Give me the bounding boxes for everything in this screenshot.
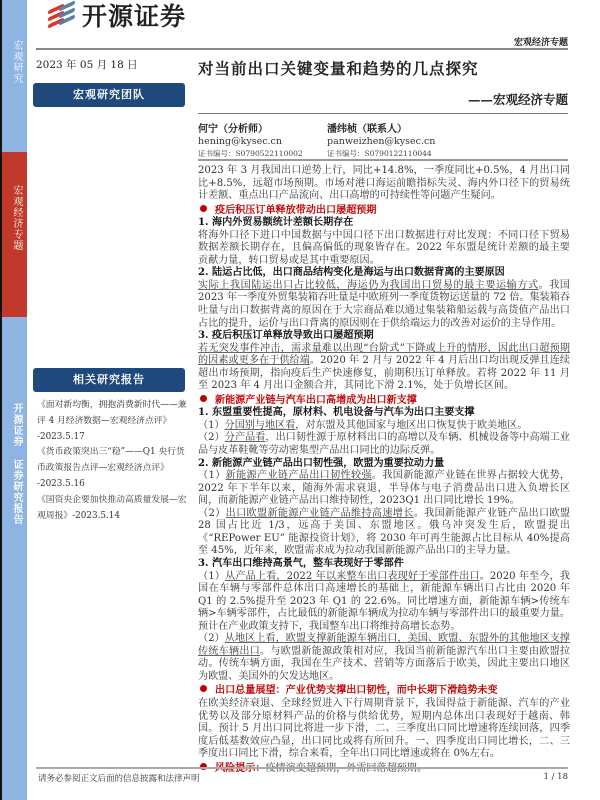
body-paragraph [198, 432, 570, 457]
body-paragraph [198, 343, 570, 393]
underlined-text: 若无突发事件冲击，需求量难以出现“台阶式”下降或上升的情形，因此出口超预期的因素或更多在于供给端 [198, 342, 570, 367]
related-report-item[interactable] [37, 493, 187, 525]
text-segment: 2023 年 3 月我国出口逆势上行，同比+14.8%，一季度同比+0.5%，4 月出口同比+8.5%，远超市场预期。市场对港口海运前瞻指标失灵、海内外口径下的贸易统计差额、重点出口产品流向、出口高增的可持续性等问题产生疑问。 [198, 165, 570, 202]
text-segment: 。我国新能源产业链在世界占据较大优势，2022 年下半年以来，随海外需求衰退，半导体与电子消费品出口进入负增长区间，而新能源产业链产品出口维持韧性，2023Q1 出口同比增长 19%。 [198, 470, 571, 507]
underlined-text: 新能源产业链产品出口韧性较强 [225, 470, 372, 482]
text-segment: 3. 疫后积压订单释放导致出口屡超预期 [198, 330, 374, 342]
text-segment: 。2020 年 2 月与 2022 年 4 月后出口均出现反弹且连续超出市场预期，指向疫后生产快速修复，前期积压订单释放。若将 2022 年 11 月至 2023 年 4 月出口金额合并，其同比下滑 2.1%，处于负增长区间。 [198, 355, 570, 392]
body-paragraph [198, 230, 570, 268]
underlined-text: 分产品看 [224, 432, 266, 444]
related-report-date: -2023.5.14 [72, 510, 120, 521]
author-cert: 证书编号：S0790522110002 [198, 149, 303, 158]
text-segment: 3. 汽车出口维持高景气，整车表现好于零部件 [198, 557, 404, 569]
footer-disclaimer: 请务必参阅正文后面的信息披露和法律声明 [38, 774, 200, 784]
body-paragraph [198, 470, 570, 508]
subsection-heading [198, 558, 570, 571]
text-segment: ，出口韧性源于原材料出口的高增以及车辆、机械设备等中高端工业品与皮革鞋靴等劳动密集型产品出口同比的边际反弹。 [198, 432, 571, 457]
text-segment: （2） [198, 633, 225, 645]
sidebar-bottom-label: 开源证券 证券研究报告 [11, 403, 22, 525]
header-tag: 宏观经济专题 [513, 38, 568, 48]
text-segment: 。2020 年至今，我国在车辆与零部件总体出口高速增长的基础上，新能源车辆出口占比由 2020 年 Q1 的 2.5%提升至 2023 年 Q1 的 22.6%。同比增速方面，新能源车辆>传统车辆>车辆零部件，占比最低的新能源车辆成为拉动车辆与零部件出口的最重要力量。预计在产业政策支持下，我国整车出口将维持高增长态势。 [198, 570, 570, 632]
related-report-date: -2023.5.16 [37, 478, 85, 489]
report-title: 对当前出口关键变量和趋势的几点探究 [198, 59, 479, 78]
related-reports-list [37, 398, 187, 524]
related-reports-heading: 相关研究报告 [33, 368, 185, 392]
text-segment: 1. 东盟重要性提高，原材料、机电设备与汽车为出口主要支撑 [198, 407, 475, 419]
bullet-dot-icon [200, 685, 207, 692]
logo-text: 开源证券 [82, 2, 187, 31]
related-report-item[interactable] [37, 445, 187, 492]
related-report-title[interactable]: 《国资央企要加快推动高质量发展—宏观周报》 [37, 494, 187, 521]
text-segment: 疫后积压订单释放带动出口屡超预期 [215, 204, 377, 216]
logo-mark-icon [48, 1, 76, 29]
section-bullet [198, 205, 570, 218]
body-paragraph [198, 280, 570, 330]
related-report-title[interactable]: 《货币政策突出三“稳”——Q1 央行货币政策报告点评—宏观经济点评》 [37, 447, 185, 474]
text-segment: 2. 新能源产业链产品出口韧性强，欧盟为重要拉动力量 [198, 457, 445, 469]
section-bullet [198, 395, 570, 408]
text-segment: 。我国新能源产业链产品出口欧盟28 国占比近 1/3，远高于美国、东盟地区。俄乌冲突发生后，欧盟提出《“REPower EU” 能源投资计划》，将 2030 年可再生能源占比目标从 40%提高至 45%，近年来，欧盟需求成为拉动我国新能源产品出口的主导力量。 [198, 507, 571, 557]
underlined-text: 出口欧盟新能源产业链产品维持高速增长 [225, 507, 414, 519]
body-paragraph [198, 571, 570, 634]
body-paragraph [198, 165, 570, 203]
underlined-text: 分国别与地区看 [224, 419, 296, 431]
bullet-dot-icon [200, 395, 207, 402]
underlined-text: 实际上我国陆运出口占比较低，海运仍为我国出口贸易的最主要运输方式 [198, 279, 539, 291]
text-segment: （1） [198, 570, 226, 582]
related-report-date: -2023.5.17 [37, 431, 85, 442]
sidebar-red-label: 宏观经济专题 [11, 185, 22, 251]
subsection-heading [198, 217, 570, 230]
title-divider [198, 113, 568, 114]
page-number: 1 / 18 [543, 772, 568, 782]
subsection-heading [198, 458, 570, 471]
text-segment: （2） [198, 432, 225, 444]
logo [48, 0, 186, 30]
author-email[interactable]: hening@kysec.cn [198, 136, 282, 147]
footer-divider [36, 767, 568, 769]
author-cert: 证书编号：S0790122110044 [327, 149, 432, 158]
sidebar-top-label: 宏观研究 [11, 40, 22, 84]
text-segment: （1） [198, 470, 226, 482]
report-subtitle: ——宏观经济专题 [467, 92, 568, 107]
body-paragraph [198, 420, 570, 433]
authors-divider [198, 159, 568, 161]
text-segment: 新能源产业链与汽车出口高增成为出口新支撑 [215, 394, 417, 406]
text-segment: 1. 海内外贸易额统计差额长期存在 [198, 217, 354, 229]
body-paragraph [198, 633, 570, 683]
text-segment: 2. 陆运占比低，出口商品结构变化是海运与出口数据背离的主要原因 [198, 267, 505, 279]
text-segment: ，对东盟及其他国家与地区出口恢复快于欧美地区。 [295, 419, 528, 431]
subsection-heading [198, 267, 570, 280]
author-name: 何宁（分析师） [198, 124, 268, 135]
author-email[interactable]: panweizhen@kysec.cn [327, 136, 436, 147]
sidebar-strip [2, 0, 27, 800]
bullet-dot-icon [200, 205, 207, 212]
subsection-heading [198, 330, 570, 343]
section-bullet [198, 685, 570, 698]
body-paragraph [198, 698, 570, 761]
team-box: 宏观研究团队 [33, 83, 185, 107]
related-report-item[interactable] [37, 398, 187, 445]
text-segment: 出口总量展望：产业优势支撑出口韧性，而中长期下滑趋势未变 [215, 685, 498, 697]
body-paragraph [198, 508, 570, 558]
text-segment: （1） [198, 419, 225, 431]
text-segment: （2） [198, 507, 226, 519]
report-summary [198, 165, 570, 775]
author-name: 潘纬桢（联系人） [327, 124, 407, 135]
report-date: 2023 年 05 月 18 日 [36, 59, 138, 71]
header-divider [36, 48, 568, 50]
underlined-text: 从产品上看，2022 年以来整车出口表现好于零部件出口 [225, 570, 480, 582]
text-segment: 。与欧盟新能源政策相对应，我国当前新能源汽车出口主要由欧盟拉动。传统车辆方面，我国在生产技术、营销等方面落后于欧美，因此主要出口地区为欧盟、美国外的欠发达地区。 [198, 645, 571, 682]
related-report-title[interactable]: 《面对新均衡，拥抱消费新时代——兼评 4 月经济数据—宏观经济点评》 [37, 400, 187, 426]
text-segment: 。我国 2023 年一季度外贸集装箱吞吐量是中欧班列一季度货物运送量的 72 倍。集装箱吞吐量与出口数据背离的原因在于大宗商品难以通过集装箱船运载与高货值产品出口占比的提升，运价与出口背离的原因则在于供给端运力的改善对运价的主导作用。 [198, 279, 571, 329]
text-segment: 在欧美经济衰退、全球经贸进入下行周期背景下，我国得益于新能源、汽车的产业优势以及部分原材料产品的价格与供给优势，短期内总体出口表现好于越南、韩国。预计 5 月出口同比将进一步下滑，二、三季度出口同比增速将连续回落，四季度后低基数效应凸显，出口同比或将有所回升。一、四季度出口同比增长，二、三季度出口同比下滑，综合来看，全年出口同比增速或将在 0%左右。 [198, 697, 570, 760]
underlined-text: 从地区上看，欧盟支撑新能源车辆出口，美国、欧盟、东盟外的其他地区支撑传统车辆出口 [198, 633, 571, 657]
text-segment: 将海外口径下进口中国数据与中国口径下出口数据进行对比发现：不同口径下贸易数据差额长期存在，且偏高偏低的现象皆存在。2022 年东盟是统计差额的最主要贡献力量，转口贸易或是其中重要原因。 [198, 229, 570, 266]
subsection-heading [198, 407, 570, 420]
